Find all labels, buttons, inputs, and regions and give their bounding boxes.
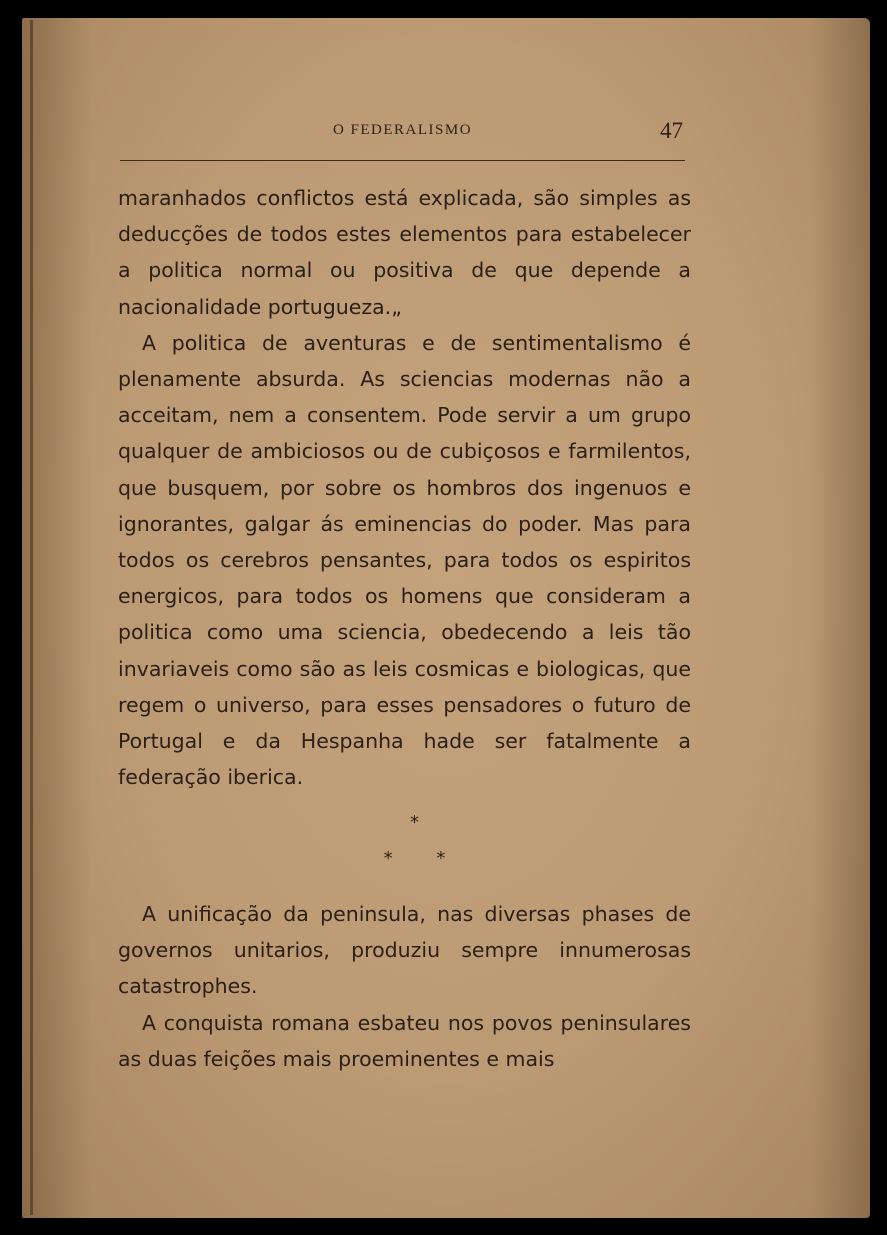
paragraph: A conquista romana esbateu nos povos peninsulares as duas feições mais proeminentes e mais: [118, 1010, 691, 1071]
paragraph: A politica de aventuras e de sentimentalismo é plenamente absurda. As sciencias modernas não a acceitam, nem a consentem. Pode servir a um grupo qualquer de ambiciosos ou de cubiçosos e farmilentos, que busquem, por sobre os hombros dos ingenuos e ignorantes, galgar ás eminencias do poder. Mas para todos os cerebros pensantes, para todos os espiritos energicos, para todos os homens que consideram a politica como uma sciencia, obedecendo a leis tão invariaveis como são as leis cosmicas e biologicas, que regem o universo, para esses pensadores o futuro de Portugal e da Hespanha hade ser fatalmente a federação iberica.: [118, 330, 691, 790]
paragraph: A unificação da peninsula, nas diversas phases de governos unitarios, produziu sempre innumerosas catastrophes.: [118, 902, 691, 999]
running-head: O FEDERALISMO: [332, 122, 473, 138]
header-rule: [120, 160, 685, 161]
body-text-block-2: [118, 896, 691, 1077]
binding-edge: [30, 20, 33, 1215]
page-header: [120, 118, 685, 148]
section-break-stars-bottom: * *: [383, 848, 446, 869]
page-number: 47: [660, 118, 683, 143]
body-text-block-1: [118, 180, 691, 795]
paragraph: maranhados conflictos está explicada, são simples as deducções de todos estes elementos para estabelecer a politica normal ou positiva de que depende a nacionalidade portugueza.„: [118, 186, 691, 319]
section-break-star-top: *: [410, 812, 419, 833]
